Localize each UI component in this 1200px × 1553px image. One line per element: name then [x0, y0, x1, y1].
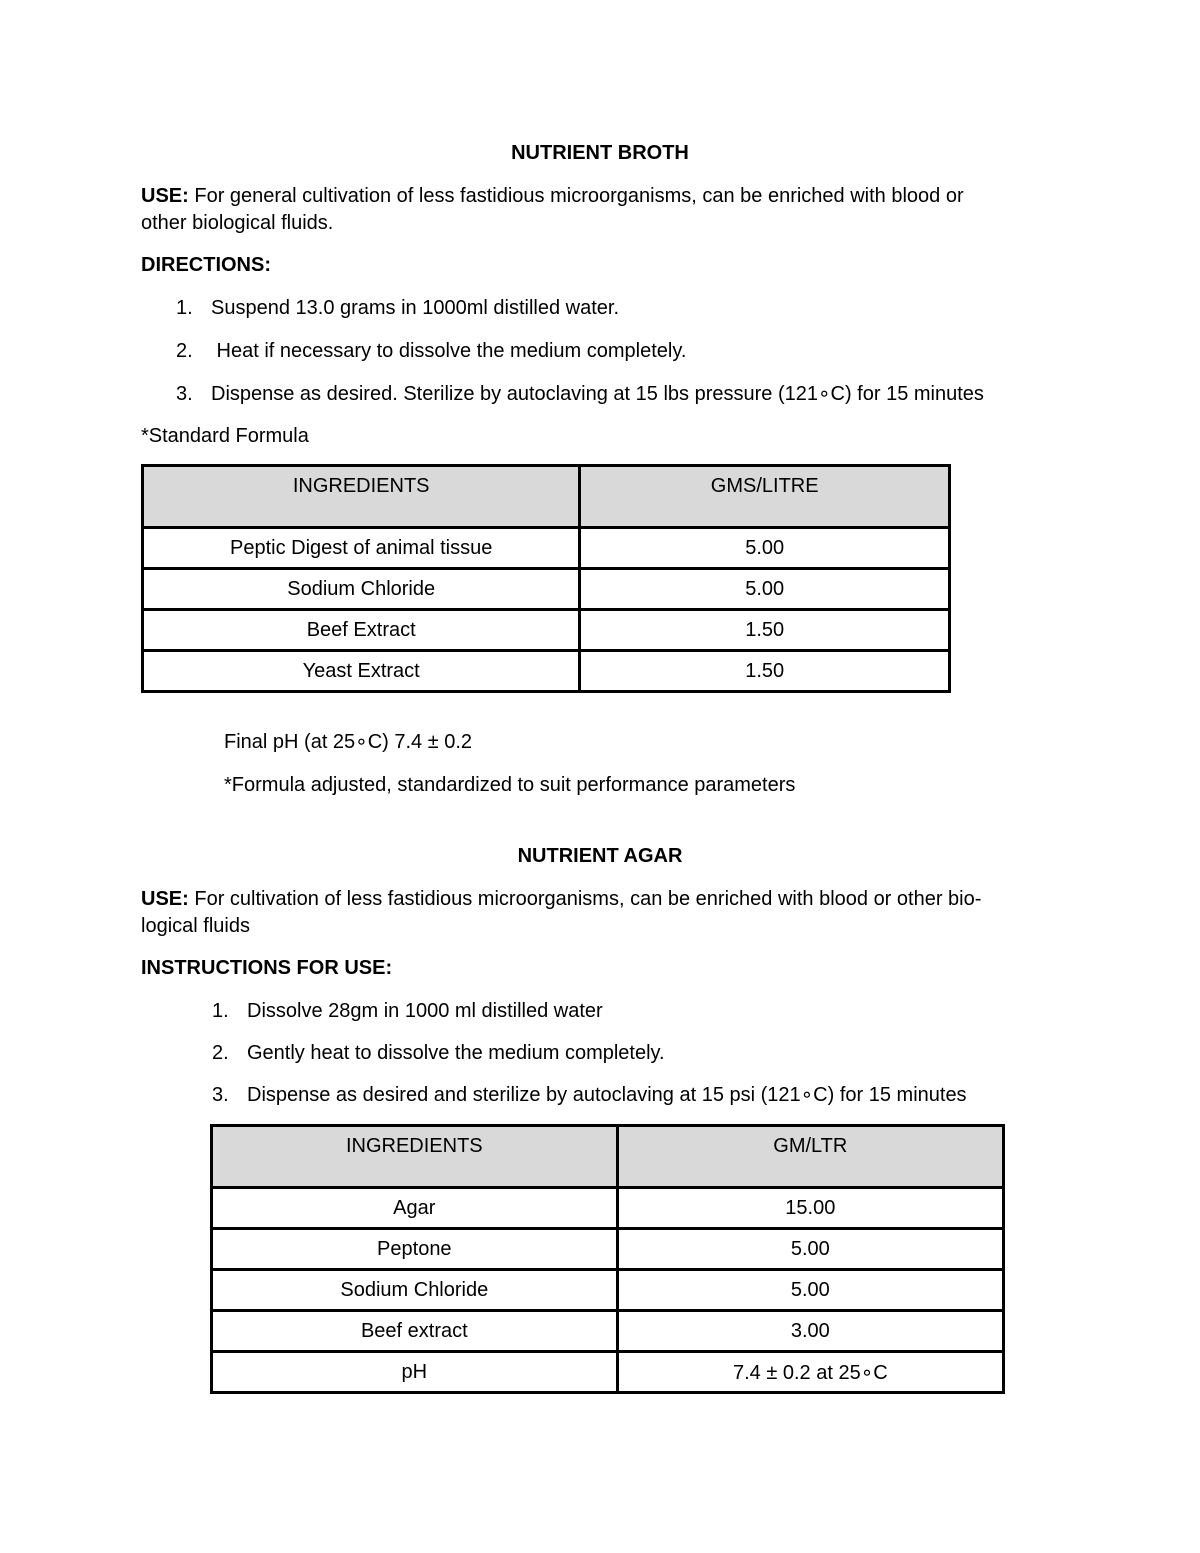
- table-header-row: [143, 466, 950, 528]
- agar-step-text-1: Dissolve 28gm in 1000 ml distilled water: [247, 1000, 603, 1022]
- agar-ingredients-table: [210, 1124, 1005, 1394]
- broth-ingredients-table: [141, 464, 951, 693]
- agar-title: NUTRIENT AGAR: [517, 845, 683, 867]
- ingredient-cell: Yeast Extract: [143, 651, 580, 692]
- agar-step-num-1: 1.: [212, 1000, 229, 1022]
- broth-use-line-2: other biological fluids.: [141, 212, 334, 234]
- amount-cell: 5.00: [580, 569, 950, 610]
- table-row: [143, 528, 950, 569]
- ingredient-cell: Beef extract: [212, 1311, 618, 1352]
- amount-cell: 5.00: [617, 1229, 1003, 1270]
- column-header: GM/LTR: [617, 1126, 1003, 1188]
- agar-step-text-2: Gently heat to dissolve the medium completely.: [247, 1042, 665, 1064]
- broth-formula-note: *Formula adjusted, standardized to suit performance parameters: [224, 774, 796, 796]
- ingredient-cell: Agar: [212, 1188, 618, 1229]
- broth-step-text-2: Heat if necessary to dissolve the medium completely.: [211, 340, 687, 362]
- column-header: INGREDIENTS: [143, 466, 580, 528]
- agar-use-text: For cultivation of less fastidious microorganisms, can be enriched with blood or other bio-: [188, 888, 982, 910]
- broth-use-text: For general cultivation of less fastidious microorganisms, can be enriched with blood or: [188, 185, 964, 207]
- broth-step-text-1: Suspend 13.0 grams in 1000ml distilled water.: [211, 297, 620, 319]
- amount-cell: 7.4 ± 0.2 at 25∘C: [617, 1352, 1003, 1393]
- table-row: [212, 1311, 1004, 1352]
- broth-step-num-2: 2.: [176, 340, 193, 362]
- broth-final-ph: Final pH (at 25∘C) 7.4 ± 0.2: [224, 731, 473, 753]
- table-row: [212, 1229, 1004, 1270]
- agar-instructions-label: INSTRUCTIONS FOR USE:: [141, 957, 393, 979]
- table-row: [143, 569, 950, 610]
- amount-cell: 5.00: [617, 1270, 1003, 1311]
- broth-title: NUTRIENT BROTH: [511, 142, 689, 164]
- amount-cell: 5.00: [580, 528, 950, 569]
- broth-directions-label: DIRECTIONS:: [141, 254, 271, 276]
- agar-use-line-1: [141, 886, 981, 913]
- agar-use-label: USE:: [141, 888, 189, 910]
- table-row: [212, 1270, 1004, 1311]
- agar-use-line-2: logical fluids: [141, 915, 250, 937]
- table-row: [212, 1188, 1004, 1229]
- broth-use-line-1: [141, 183, 964, 210]
- amount-cell: 1.50: [580, 610, 950, 651]
- ingredient-cell: Sodium Chloride: [143, 569, 580, 610]
- table-row: [143, 610, 950, 651]
- amount-cell: 15.00: [617, 1188, 1003, 1229]
- ingredient-cell: Peptic Digest of animal tissue: [143, 528, 580, 569]
- broth-use-label: USE:: [141, 185, 189, 207]
- broth-standard-formula: *Standard Formula: [141, 425, 309, 447]
- agar-step-num-2: 2.: [212, 1042, 229, 1064]
- amount-cell: 3.00: [617, 1311, 1003, 1352]
- table-row: [143, 651, 950, 692]
- broth-step-text-3: Dispense as desired. Sterilize by autoclaving at 15 lbs pressure (121∘C) for 15 minutes: [211, 383, 984, 405]
- column-header: GMS/LITRE: [580, 466, 950, 528]
- broth-step-num-3: 3.: [176, 383, 193, 405]
- table-header-row: [212, 1126, 1004, 1188]
- table-row: [212, 1352, 1004, 1393]
- broth-step-num-1: 1.: [176, 297, 193, 319]
- column-header: INGREDIENTS: [212, 1126, 618, 1188]
- agar-step-num-3: 3.: [212, 1084, 229, 1106]
- ingredient-cell: Beef Extract: [143, 610, 580, 651]
- agar-step-text-3: Dispense as desired and sterilize by autoclaving at 15 psi (121∘C) for 15 minutes: [247, 1084, 967, 1106]
- ingredient-cell: Sodium Chloride: [212, 1270, 618, 1311]
- ingredient-cell: pH: [212, 1352, 618, 1393]
- amount-cell: 1.50: [580, 651, 950, 692]
- ingredient-cell: Peptone: [212, 1229, 618, 1270]
